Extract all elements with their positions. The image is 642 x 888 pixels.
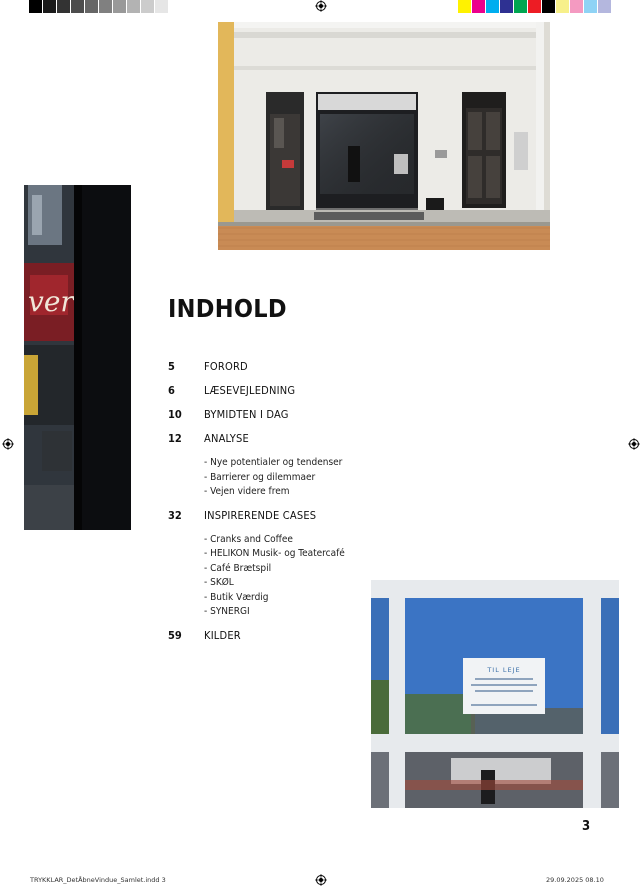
toc-label: INSPIRERENDE CASES <box>204 508 317 522</box>
registration-mark-bottom-icon <box>315 874 327 886</box>
toc-entry[interactable] <box>168 432 368 448</box>
window-reflection-photo <box>24 185 131 530</box>
toc-entry[interactable] <box>168 408 368 424</box>
color-swatch <box>486 0 500 13</box>
toc-label: LÆSEVEJLEDNING <box>204 384 296 397</box>
toc-page-number: 32 <box>168 508 182 522</box>
toc-label: BYMIDTEN I DAG <box>204 408 289 421</box>
color-swatch <box>514 0 528 13</box>
color-swatch <box>127 0 141 13</box>
toc-subitem: - Nye potentialer og tendenser <box>204 457 343 468</box>
toc-page-number: 6 <box>168 384 175 397</box>
toc-page-number: 12 <box>168 432 182 445</box>
process-color-bar <box>458 0 612 13</box>
page-number: 3 <box>582 819 591 834</box>
toc-entry[interactable] <box>168 360 368 376</box>
toc-entry[interactable] <box>168 509 368 525</box>
svg-text:ver: ver <box>28 285 74 318</box>
table-of-contents <box>168 360 368 645</box>
color-swatch <box>528 0 542 13</box>
color-swatch <box>141 0 155 13</box>
toc-subitem: - Vejen videre frem <box>204 486 290 497</box>
registration-mark-top-icon <box>315 0 327 12</box>
toc-subitem: - SYNERGI <box>204 606 250 617</box>
color-swatch <box>71 0 85 13</box>
toc-entry[interactable] <box>168 384 368 400</box>
toc-label: ANALYSE <box>204 432 249 445</box>
color-swatch <box>99 0 113 13</box>
svg-text:TIL LEJE: TIL LEJE <box>487 666 521 674</box>
print-slug-left: TRYKKLAR_DetÅbneVindue_Samlet.indd 3 <box>30 876 166 884</box>
grayscale-color-bar <box>29 0 183 13</box>
color-swatch <box>472 0 486 13</box>
color-swatch <box>155 0 169 13</box>
registration-mark-right-icon <box>628 438 640 450</box>
toc-page-number: 5 <box>168 360 175 373</box>
toc-page-number: 10 <box>168 408 182 421</box>
toc-subitem: - HELIKON Musik- og Teatercafé <box>204 548 345 559</box>
print-slug-right: 29.09.2025 08.10 <box>546 876 604 884</box>
toc-subitem: - Butik Værdig <box>204 591 269 603</box>
color-swatch <box>598 0 612 13</box>
toc-subitem: - Café Brætspil <box>204 562 272 574</box>
toc-subitem: - Cranks and Coffee <box>204 533 293 545</box>
color-swatch <box>556 0 570 13</box>
toc-page-number: 59 <box>168 628 182 642</box>
color-swatch <box>29 0 43 13</box>
color-swatch <box>43 0 57 13</box>
color-swatch <box>570 0 584 13</box>
toc-label: FORORD <box>204 360 248 373</box>
color-swatch <box>169 0 183 13</box>
toc-label: KILDER <box>204 628 241 642</box>
toc-subitem: - Barrierer og dilemmaer <box>204 471 316 483</box>
page-title: INDHOLD <box>168 294 287 323</box>
color-swatch <box>458 0 472 13</box>
color-swatch <box>57 0 71 13</box>
color-swatch <box>113 0 127 13</box>
color-swatch <box>542 0 556 13</box>
storefront-facade-photo <box>218 22 550 250</box>
color-swatch <box>584 0 598 13</box>
color-swatch <box>500 0 514 13</box>
toc-entry[interactable] <box>168 629 368 645</box>
toc-subitem: - SKØL <box>204 577 234 588</box>
registration-mark-left-icon <box>2 438 14 450</box>
for-rent-window-photo <box>371 580 619 808</box>
color-swatch <box>85 0 99 13</box>
